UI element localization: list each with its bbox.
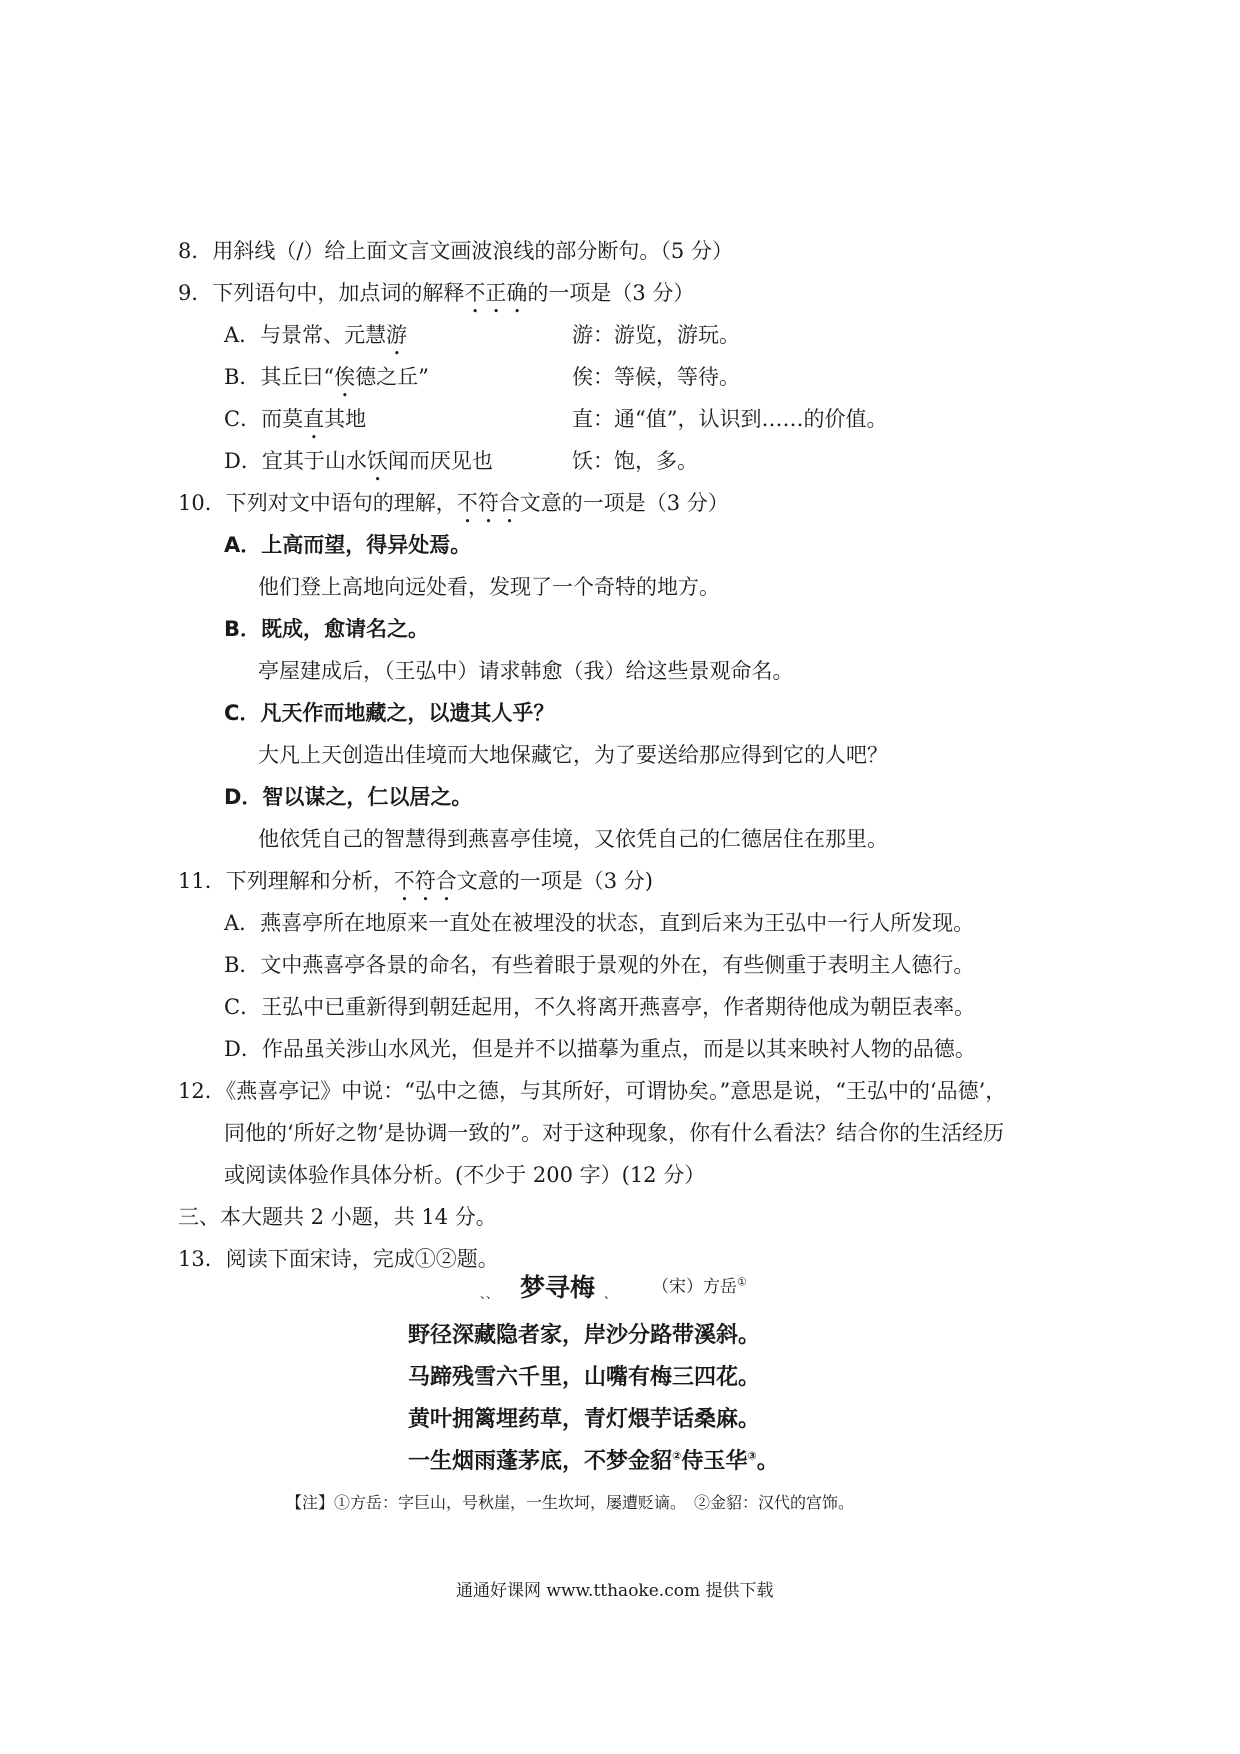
q10-a-explain: 他们登上高地向远处看，发现了一个奇特的地方。 <box>258 575 720 599</box>
q12-line-2: 同他的‘所好之物’是协调一致的”。对于这种现象，你有什么看法？结合你的生活经历 <box>224 1121 1005 1145</box>
q11-option-c: C．王弘中已重新得到朝廷起用，不久将离开燕喜亭，作者期待他成为朝臣表率。 <box>224 995 976 1019</box>
q9-b-after: 德之丘” <box>355 365 429 389</box>
q9-c-label: C．而莫 <box>224 407 304 431</box>
q10-d-explain: 他依凭自己的智慧得到燕喜亭佳境，又依凭自己的仁德居住在那里。 <box>258 827 888 851</box>
question-8: 8．用斜线（/）给上面文言文画波浪线的部分断句。（5 分） <box>178 239 733 263</box>
q11-stem-dotted: 不符合 <box>393 869 457 893</box>
footer-credit: 通通好课网 www.tthaoke.com 提供下载 <box>456 1581 774 1601</box>
q9-stem-dotted: 不正确 <box>464 281 528 305</box>
poem-author-text: （宋）方岳 <box>652 1277 737 1297</box>
q9-option-c <box>224 404 366 444</box>
q9-option-d <box>224 446 493 486</box>
q11-option-b: B．文中燕喜亭各景的命名，有些着眼于景观的外在，有些侧重于表明主人德行。 <box>224 953 975 977</box>
q9-d-answer: 饫：饱，多。 <box>572 449 698 473</box>
speck-mark: 、 <box>604 1287 617 1301</box>
question-10-stem <box>178 488 729 528</box>
q12-line-1: 12．《燕喜亭记》中说：“弘中之德，与其所好，可谓协矣。”意思是说，“王弘中的‘品德’， <box>178 1079 1007 1103</box>
q12-line-3: 或阅读体验作具体分析。(不少于 200 字）(12 分） <box>224 1163 706 1187</box>
q9-b-dotted: 俟 <box>334 365 356 389</box>
q10-c-explain: 大凡上天创造出佳境而大地保藏它，为了要送给那应得到它的人吧？ <box>258 743 888 767</box>
q9-b-answer: 俟：等候，等待。 <box>572 365 740 389</box>
q11-stem-before: 11．下列理解和分析， <box>178 869 394 893</box>
q9-option-a <box>224 320 407 360</box>
poem-line-4-part-c: 。 <box>756 1449 779 1474</box>
q9-option-b <box>224 362 429 402</box>
poem-mark-3: ③ <box>747 1449 757 1463</box>
q9-stem-before: 9．下列语句中，加点词的解释 <box>178 281 465 305</box>
q9-d-dotted: 饫 <box>366 449 388 473</box>
poem-line-1: 野径深藏隐者家，岸沙分路带溪斜。 <box>408 1323 761 1348</box>
q10-stem-after: 文意的一项是（3 分） <box>519 491 729 515</box>
q9-c-dotted: 直 <box>303 407 325 431</box>
poem-note: 【注】①方岳：字巨山，号秋崖，一生坎坷，屡遭贬谪。 ②金貂：汉代的宫饰。 <box>286 1493 855 1512</box>
q10-stem-dotted: 不符合 <box>456 491 520 515</box>
question-11-stem <box>178 866 653 906</box>
poem-line-4 <box>408 1444 779 1475</box>
q11-option-a: A．燕喜亭所在地原来一直处在被埋没的状态，直到后来为王弘中一行人所发现。 <box>224 911 975 935</box>
q9-stem-after: 的一项是（3 分） <box>527 281 695 305</box>
section-3-heading: 三、本大题共 2 小题，共 14 分。 <box>178 1205 497 1229</box>
question-9-stem <box>178 278 694 318</box>
q9-a-dotted: 游 <box>386 323 408 347</box>
poem-line-3: 黄叶拥篱埋药草，青灯煨芋话桑麻。 <box>408 1407 761 1432</box>
poem-line-4-part-a: 一生烟雨蓬茅底，不梦金貂 <box>408 1449 673 1474</box>
q9-d-after: 闻而厌见也 <box>387 449 493 473</box>
question-13: 13．阅读下面宋诗，完成①②题。 <box>178 1247 499 1271</box>
q9-d-label: D．宜其于山水 <box>224 449 367 473</box>
q10-a-quote: A．上高而望，得异处焉。 <box>224 533 472 557</box>
poem-line-2: 马蹄残雪六千里，山嘴有梅三四花。 <box>408 1365 761 1390</box>
poem-line-4-part-b: 侍玉华 <box>681 1449 748 1474</box>
q11-option-d: D．作品虽关涉山水风光，但是并不以描摹为重点，而是以其来映衬人物的品德。 <box>224 1037 976 1061</box>
q11-stem-after: 文意的一项是（3 分) <box>456 869 653 893</box>
q9-c-answer: 直：通“值”，认识到……的价值。 <box>572 407 888 431</box>
speck-mark: 、、 <box>480 1287 499 1301</box>
q9-c-after: 其地 <box>324 407 367 431</box>
poem-mark-2: ② <box>672 1449 682 1463</box>
poem-author <box>652 1272 747 1297</box>
q10-b-explain: 亭屋建成后，（王弘中）请求韩愈（我）给这些景观命名。 <box>258 659 794 683</box>
poem-title: 梦寻梅 <box>520 1273 596 1302</box>
poem-author-mark: ① <box>737 1275 747 1289</box>
q10-b-quote: B．既成，愈请名之。 <box>224 617 430 641</box>
q9-a-label: A．与景常、元慧 <box>224 323 387 347</box>
q9-a-answer: 游：游览，游玩。 <box>572 323 740 347</box>
q10-d-quote: D．智以谋之，仁以居之。 <box>224 785 473 809</box>
q9-b-label: B．其丘曰“ <box>224 365 335 389</box>
q10-c-quote: C．凡天作而地藏之，以遗其人乎？ <box>224 701 555 725</box>
q10-stem-before: 10．下列对文中语句的理解， <box>178 491 457 515</box>
